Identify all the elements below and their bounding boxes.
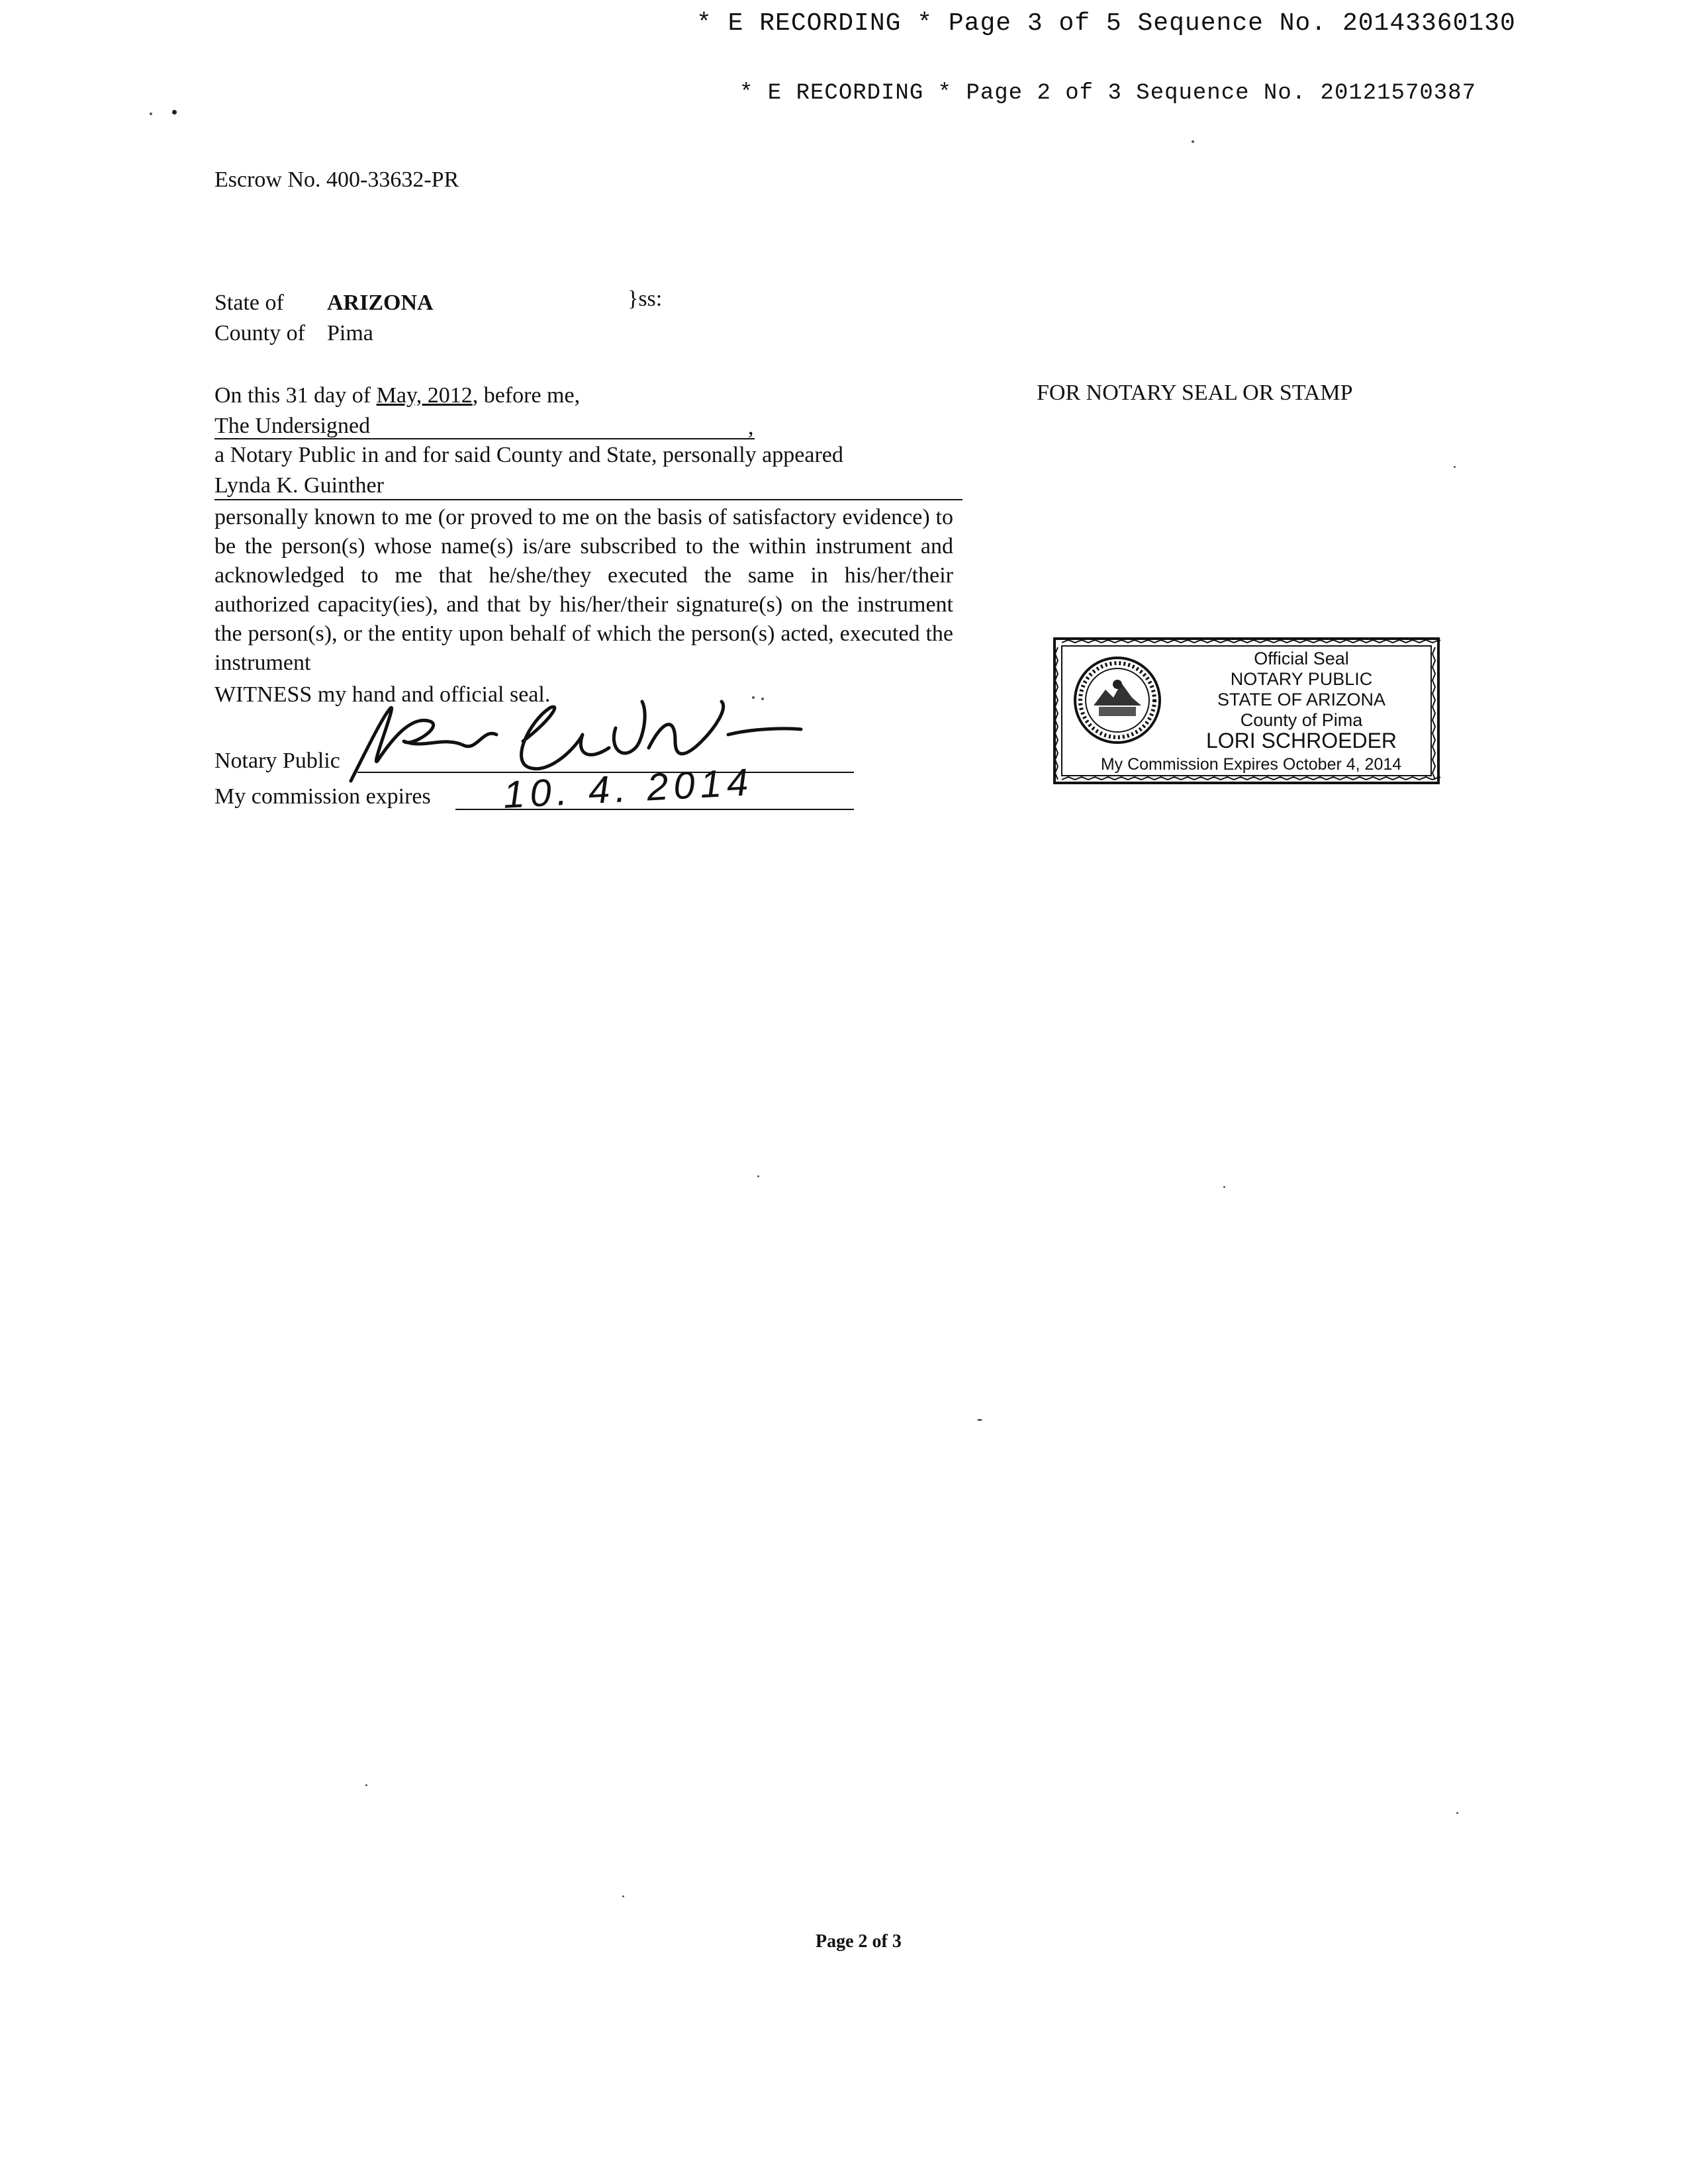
- commission-label: My commission expires: [214, 784, 431, 809]
- county-value: Pima: [327, 321, 373, 345]
- acknowledgment-date: May, 2012: [376, 383, 473, 408]
- county-label: County of: [214, 321, 305, 345]
- ss-bracket: }ss:: [628, 287, 663, 311]
- stamp-official-seal: Official Seal: [1254, 649, 1349, 668]
- scan-speck: [150, 113, 152, 115]
- stamp-notary-public: NOTARY PUBLIC: [1230, 669, 1373, 689]
- scan-speck: [365, 1784, 367, 1786]
- stamp-notary-name: LORI SCHROEDER: [1205, 729, 1397, 752]
- officer-name: The Undersigned: [214, 414, 371, 438]
- scan-speck: [622, 1895, 624, 1897]
- seal-area-label: FOR NOTARY SEAL OR STAMP: [1037, 381, 1353, 405]
- escrow-number: Escrow No. 400-33632-PR: [214, 167, 459, 192]
- scan-speck: [1192, 140, 1194, 143]
- scan-speck: [172, 110, 177, 114]
- scan-speck: [977, 1419, 982, 1421]
- recording-header-primary: * E RECORDING * Page 3 of 5 Sequence No. 20143360130: [696, 9, 1516, 38]
- appeared-name: Lynda K. Guinther: [214, 473, 384, 498]
- scan-speck: [1223, 1186, 1225, 1188]
- officer-name-rule: [214, 438, 755, 439]
- notary-public-label: Notary Public: [214, 749, 340, 773]
- scan-speck: [757, 1175, 759, 1177]
- arizona-seal-emblem: [1075, 658, 1160, 743]
- page-footer: Page 2 of 3: [816, 1931, 902, 1952]
- notary-statement: a Notary Public in and for said County and State, personally appeared: [214, 443, 843, 467]
- stamp-state: STATE OF ARIZONA: [1217, 690, 1386, 709]
- witness-line: WITNESS my hand and official seal.: [214, 682, 551, 707]
- scan-speck: [1456, 1812, 1458, 1814]
- state-label: State of: [214, 291, 284, 315]
- commission-date-handwritten: 10. 4. 2014: [502, 760, 755, 817]
- scan-speck: [761, 698, 764, 700]
- stamp-county: County of Pima: [1240, 710, 1363, 730]
- scan-speck: [1454, 466, 1456, 468]
- acknowledgment-body: personally known to me (or proved to me on the basis of satisfactory evidence) to be the person(s) whose name(s) is/are subscribed to the within instrument and acknowledged to me that he/she/they executed the same in his/her/their authorized capacity(ies), and that by his/her/their signature(s) on the instrument the person(s), or the entity upon behalf of which the person(s) acted, executed the instrument: [214, 505, 953, 675]
- recording-header-secondary: * E RECORDING * Page 2 of 3 Sequence No. 20121570387: [739, 81, 1476, 106]
- notary-stamp: [1053, 637, 1440, 785]
- scan-speck: [752, 696, 755, 699]
- officer-comma: ,: [748, 415, 754, 439]
- appeared-name-rule: [214, 499, 962, 500]
- date-prefix: On this 31 day of: [214, 383, 377, 408]
- date-suffix: , before me,: [472, 383, 581, 408]
- stamp-commission-expires: My Commission Expires October 4, 2014: [1100, 755, 1402, 774]
- acknowledgment-date-line: [214, 381, 580, 410]
- state-value: ARIZONA: [327, 291, 434, 315]
